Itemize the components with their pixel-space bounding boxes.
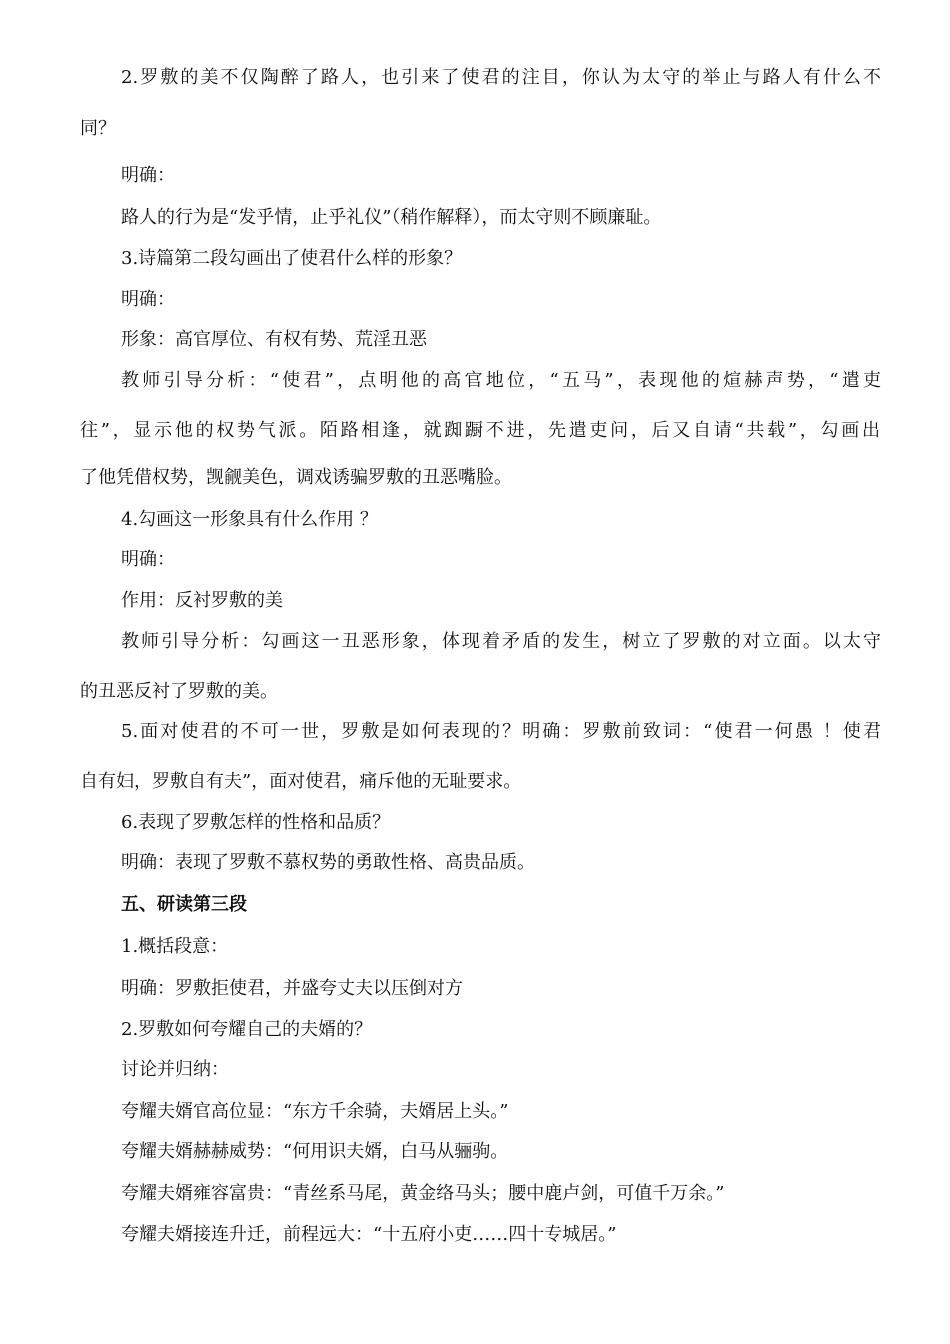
praise-line-1: 夸耀夫婿官高位显：“东方千余骑，夫婿居上头。” <box>121 1101 509 1122</box>
question-2-line-1: 2.罗敷的美不仅陶醉了路人，也引来了使君的注目，你认为太守的举止与路人有什么不 <box>121 67 881 88</box>
answer-text: 明确：罗敷拒使君，并盛夸丈夫以压倒对方 <box>121 978 463 999</box>
question-3: 3.诗篇第二段勾画出了使君什么样的形象？ <box>121 248 463 269</box>
answer-text: 形象：高官厚位、有权有势、荒淫丑恶 <box>121 329 427 350</box>
question-5-line-2: 自有妇，罗敷自有夫”，面对使君，痛斥他的无耻要求。 <box>80 771 522 792</box>
praise-line-4: 夸耀夫婿接连升迁，前程远大：“十五府小吏……四十专城居。” <box>121 1224 617 1245</box>
item-1: 1.概括段意： <box>121 936 229 957</box>
item-2: 2.罗敷如何夸耀自己的夫婿的？ <box>121 1019 373 1040</box>
answer-label: 明确： <box>121 165 175 186</box>
praise-line-2: 夸耀夫婿赫赫威势：“何用识夫婿，白马从骊驹。 <box>121 1141 509 1162</box>
answer-text: 明确：表现了罗敷不慕权势的勇敢性格、高贵品质。 <box>121 852 535 873</box>
question-5-line-1: 5.面对使君的不可一世，罗敷是如何表现的？明确：罗敷前致词：“使君一何愚 ！使君 <box>121 721 881 742</box>
answer-label: 明确： <box>121 549 175 570</box>
answer-text: 作用：反衬罗敷的美 <box>121 590 283 611</box>
question-2-line-2: 同？ <box>80 118 116 139</box>
discussion-label: 讨论并归纳： <box>121 1059 229 1080</box>
analysis-line-2: 往”，显示他的权势气派。陌路相逢，就踟蹰不进，先遣吏问，后又自请“共载”，勾画出 <box>80 420 880 441</box>
answer-text: 路人的行为是“发乎情，止乎礼仪”（稍作解释），而太守则不顾廉耻。 <box>121 207 662 228</box>
analysis-line-1: 教师引导分析：勾画这一丑恶形象，体现着矛盾的发生，树立了罗敷的对立面。以太守 <box>121 631 881 652</box>
analysis-line-1: 教师引导分析：“使君”，点明他的高官地位，“五马”，表现他的煊赫声势，“遣吏 <box>121 370 881 391</box>
answer-label: 明确： <box>121 289 175 310</box>
question-4: 4.勾画这一形象具有什么作用 ？ <box>121 509 378 530</box>
analysis-line-2: 的丑恶反衬了罗敷的美。 <box>80 681 278 702</box>
question-6: 6.表现了罗敷怎样的性格和品质？ <box>121 812 391 833</box>
praise-line-3: 夸耀夫婿雍容富贵：“青丝系马尾，黄金络马头；腰中鹿卢剑，可值千万余。” <box>121 1183 725 1204</box>
analysis-line-3: 了他凭借权势，觊觎美色，调戏诱骗罗敷的丑恶嘴脸。 <box>80 467 512 488</box>
section-heading: 五、研读第三段 <box>121 894 247 915</box>
